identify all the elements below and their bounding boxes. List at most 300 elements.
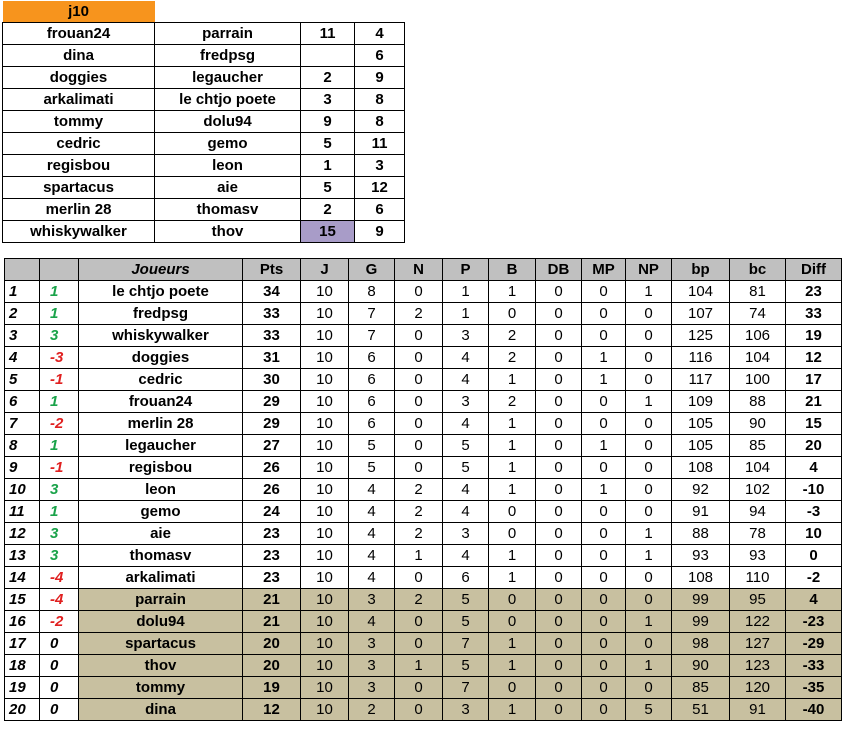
cell-rank: 7 (5, 413, 40, 435)
cell-draw: 0 (395, 611, 443, 633)
cell-goal-diff: 10 (786, 523, 842, 545)
cell-draw: 0 (395, 325, 443, 347)
home-player: merlin 28 (3, 199, 155, 221)
cell-draw: 0 (395, 391, 443, 413)
standings-row (5, 677, 842, 699)
header-bonus: B (489, 259, 536, 281)
cell-pts: 29 (243, 391, 301, 413)
home-player: frouan24 (3, 23, 155, 45)
cell-goals-against: 78 (730, 523, 786, 545)
cell-lost: 4 (443, 545, 489, 567)
header-np: NP (626, 259, 672, 281)
home-player: whiskywalker (3, 221, 155, 243)
cell-bonus: 1 (489, 567, 536, 589)
standings-row (5, 391, 842, 413)
cell-player: thomasv (79, 545, 243, 567)
cell-mp: 0 (582, 523, 626, 545)
cell-goals-for: 99 (672, 589, 730, 611)
home-score: 5 (301, 177, 355, 199)
cell-bonus: 2 (489, 391, 536, 413)
cell-double-bonus: 0 (536, 633, 582, 655)
cell-mp: 0 (582, 545, 626, 567)
cell-lost: 1 (443, 303, 489, 325)
cell-draw: 2 (395, 479, 443, 501)
cell-goals-for: 105 (672, 413, 730, 435)
cell-draw: 2 (395, 303, 443, 325)
cell-player: whiskywalker (79, 325, 243, 347)
cell-goal-diff: 20 (786, 435, 842, 457)
cell-rank: 6 (5, 391, 40, 413)
standings-row (5, 655, 842, 677)
cell-rank: 12 (5, 523, 40, 545)
cell-draw: 2 (395, 501, 443, 523)
cell-mp: 0 (582, 303, 626, 325)
cell-np: 1 (626, 281, 672, 303)
matchday-title: j10 (3, 1, 155, 23)
cell-mp: 0 (582, 501, 626, 523)
cell-goals-for: 104 (672, 281, 730, 303)
cell-rank: 9 (5, 457, 40, 479)
away-score: 9 (355, 67, 405, 89)
cell-won: 2 (349, 699, 395, 721)
cell-movement: -2 (40, 611, 79, 633)
away-player: gemo (155, 133, 301, 155)
cell-goals-against: 94 (730, 501, 786, 523)
cell-goals-for: 93 (672, 545, 730, 567)
cell-goals-for: 108 (672, 567, 730, 589)
cell-goals-for: 51 (672, 699, 730, 721)
away-score: 6 (355, 199, 405, 221)
cell-played: 10 (301, 413, 349, 435)
cell-goals-for: 117 (672, 369, 730, 391)
cell-won: 6 (349, 413, 395, 435)
cell-movement: -4 (40, 589, 79, 611)
cell-goal-diff: 17 (786, 369, 842, 391)
header-pts: Pts (243, 259, 301, 281)
cell-rank: 19 (5, 677, 40, 699)
home-player: spartacus (3, 177, 155, 199)
cell-goal-diff: 0 (786, 545, 842, 567)
cell-rank: 20 (5, 699, 40, 721)
away-score: 11 (355, 133, 405, 155)
cell-mp: 0 (582, 391, 626, 413)
cell-goal-diff: -40 (786, 699, 842, 721)
cell-player: doggies (79, 347, 243, 369)
cell-pts: 23 (243, 523, 301, 545)
cell-player: frouan24 (79, 391, 243, 413)
cell-played: 10 (301, 391, 349, 413)
away-player: leon (155, 155, 301, 177)
cell-goals-against: 81 (730, 281, 786, 303)
cell-double-bonus: 0 (536, 545, 582, 567)
cell-double-bonus: 0 (536, 655, 582, 677)
cell-goal-diff: 4 (786, 457, 842, 479)
matches-body (3, 1, 405, 243)
away-player: aie (155, 177, 301, 199)
cell-goals-for: 105 (672, 435, 730, 457)
cell-movement: -1 (40, 369, 79, 391)
standings-row (5, 545, 842, 567)
cell-goals-against: 91 (730, 699, 786, 721)
cell-player: aie (79, 523, 243, 545)
cell-rank: 13 (5, 545, 40, 567)
cell-draw: 0 (395, 699, 443, 721)
cell-goals-against: 93 (730, 545, 786, 567)
cell-lost: 5 (443, 655, 489, 677)
cell-lost: 3 (443, 699, 489, 721)
cell-goals-against: 100 (730, 369, 786, 391)
cell-double-bonus: 0 (536, 347, 582, 369)
cell-movement: 3 (40, 479, 79, 501)
cell-pts: 34 (243, 281, 301, 303)
cell-movement: -1 (40, 457, 79, 479)
cell-np: 0 (626, 501, 672, 523)
cell-goals-for: 92 (672, 479, 730, 501)
cell-double-bonus: 0 (536, 435, 582, 457)
cell-player: leon (79, 479, 243, 501)
home-player: arkalimati (3, 89, 155, 111)
home-score: 15 (301, 221, 355, 243)
cell-movement: 1 (40, 501, 79, 523)
home-player: doggies (3, 67, 155, 89)
home-player: tommy (3, 111, 155, 133)
cell-rank: 1 (5, 281, 40, 303)
cell-goal-diff: -3 (786, 501, 842, 523)
cell-goals-against: 88 (730, 391, 786, 413)
away-score: 12 (355, 177, 405, 199)
cell-goal-diff: 4 (786, 589, 842, 611)
away-score: 8 (355, 111, 405, 133)
header-rank (5, 259, 40, 281)
standings-row (5, 611, 842, 633)
cell-double-bonus: 0 (536, 479, 582, 501)
cell-player: tommy (79, 677, 243, 699)
cell-pts: 33 (243, 325, 301, 347)
cell-lost: 4 (443, 413, 489, 435)
cell-np: 0 (626, 347, 672, 369)
cell-goals-for: 85 (672, 677, 730, 699)
cell-goals-against: 90 (730, 413, 786, 435)
standings-row (5, 699, 842, 721)
cell-won: 4 (349, 567, 395, 589)
away-player: legaucher (155, 67, 301, 89)
cell-double-bonus: 0 (536, 501, 582, 523)
cell-played: 10 (301, 545, 349, 567)
cell-bonus: 1 (489, 457, 536, 479)
cell-draw: 0 (395, 369, 443, 391)
match-row (3, 155, 405, 177)
cell-mp: 0 (582, 633, 626, 655)
cell-lost: 7 (443, 677, 489, 699)
cell-player: le chtjo poete (79, 281, 243, 303)
cell-won: 5 (349, 457, 395, 479)
cell-double-bonus: 0 (536, 589, 582, 611)
cell-rank: 15 (5, 589, 40, 611)
cell-lost: 5 (443, 435, 489, 457)
cell-rank: 3 (5, 325, 40, 347)
cell-played: 10 (301, 479, 349, 501)
home-score: 2 (301, 67, 355, 89)
standings-row (5, 435, 842, 457)
cell-goals-for: 91 (672, 501, 730, 523)
header-goals-against: bc (730, 259, 786, 281)
match-row (3, 133, 405, 155)
cell-won: 5 (349, 435, 395, 457)
cell-bonus: 1 (489, 655, 536, 677)
cell-pts: 23 (243, 567, 301, 589)
home-score: 5 (301, 133, 355, 155)
cell-bonus: 0 (489, 677, 536, 699)
home-score: 3 (301, 89, 355, 111)
cell-bonus: 1 (489, 479, 536, 501)
match-row (3, 67, 405, 89)
cell-goal-diff: -2 (786, 567, 842, 589)
cell-played: 10 (301, 611, 349, 633)
cell-goals-against: 127 (730, 633, 786, 655)
away-player: le chtjo poete (155, 89, 301, 111)
home-score: 11 (301, 23, 355, 45)
cell-won: 3 (349, 589, 395, 611)
cell-goal-diff: -29 (786, 633, 842, 655)
cell-draw: 0 (395, 457, 443, 479)
cell-mp: 0 (582, 281, 626, 303)
cell-draw: 0 (395, 567, 443, 589)
cell-goals-for: 125 (672, 325, 730, 347)
cell-draw: 0 (395, 677, 443, 699)
cell-played: 10 (301, 523, 349, 545)
match-row (3, 89, 405, 111)
cell-goals-against: 74 (730, 303, 786, 325)
cell-won: 6 (349, 369, 395, 391)
cell-rank: 4 (5, 347, 40, 369)
cell-draw: 2 (395, 589, 443, 611)
cell-goals-against: 120 (730, 677, 786, 699)
cell-pts: 23 (243, 545, 301, 567)
match-row (3, 111, 405, 133)
standings-row (5, 501, 842, 523)
cell-played: 10 (301, 633, 349, 655)
cell-goals-for: 88 (672, 523, 730, 545)
cell-played: 10 (301, 325, 349, 347)
match-row (3, 199, 405, 221)
cell-goal-diff: -35 (786, 677, 842, 699)
cell-mp: 0 (582, 655, 626, 677)
cell-goals-for: 116 (672, 347, 730, 369)
cell-movement: 1 (40, 281, 79, 303)
header-played: J (301, 259, 349, 281)
away-score: 9 (355, 221, 405, 243)
cell-goal-diff: -33 (786, 655, 842, 677)
standings-row (5, 303, 842, 325)
header-player: Joueurs (79, 259, 243, 281)
cell-played: 10 (301, 303, 349, 325)
cell-played: 10 (301, 677, 349, 699)
cell-played: 10 (301, 567, 349, 589)
standings-row (5, 325, 842, 347)
cell-lost: 3 (443, 391, 489, 413)
home-score (301, 45, 355, 67)
cell-goals-against: 123 (730, 655, 786, 677)
cell-played: 10 (301, 435, 349, 457)
cell-bonus: 0 (489, 611, 536, 633)
cell-mp: 0 (582, 677, 626, 699)
cell-goals-against: 102 (730, 479, 786, 501)
cell-draw: 0 (395, 633, 443, 655)
header-movement (40, 259, 79, 281)
cell-won: 4 (349, 545, 395, 567)
cell-movement: 3 (40, 523, 79, 545)
cell-movement: 3 (40, 545, 79, 567)
standings-row (5, 457, 842, 479)
home-player: dina (3, 45, 155, 67)
away-score: 3 (355, 155, 405, 177)
cell-rank: 5 (5, 369, 40, 391)
cell-won: 8 (349, 281, 395, 303)
cell-movement: 1 (40, 435, 79, 457)
cell-rank: 16 (5, 611, 40, 633)
cell-rank: 11 (5, 501, 40, 523)
home-score: 1 (301, 155, 355, 177)
away-player: parrain (155, 23, 301, 45)
cell-mp: 0 (582, 325, 626, 347)
cell-movement: 3 (40, 325, 79, 347)
cell-won: 3 (349, 677, 395, 699)
cell-double-bonus: 0 (536, 281, 582, 303)
cell-player: cedric (79, 369, 243, 391)
cell-bonus: 2 (489, 325, 536, 347)
cell-np: 5 (626, 699, 672, 721)
header-draw: N (395, 259, 443, 281)
cell-won: 4 (349, 479, 395, 501)
standings-row (5, 281, 842, 303)
cell-np: 0 (626, 325, 672, 347)
cell-lost: 4 (443, 347, 489, 369)
cell-goals-against: 106 (730, 325, 786, 347)
cell-bonus: 2 (489, 347, 536, 369)
cell-goals-for: 108 (672, 457, 730, 479)
cell-player: fredpsg (79, 303, 243, 325)
cell-bonus: 1 (489, 435, 536, 457)
cell-mp: 0 (582, 611, 626, 633)
cell-lost: 1 (443, 281, 489, 303)
cell-won: 4 (349, 501, 395, 523)
cell-draw: 0 (395, 435, 443, 457)
cell-rank: 10 (5, 479, 40, 501)
standings-row (5, 567, 842, 589)
cell-rank: 2 (5, 303, 40, 325)
away-player: fredpsg (155, 45, 301, 67)
cell-pts: 21 (243, 589, 301, 611)
cell-lost: 3 (443, 325, 489, 347)
header-won: G (349, 259, 395, 281)
cell-double-bonus: 0 (536, 391, 582, 413)
cell-movement: -3 (40, 347, 79, 369)
cell-lost: 3 (443, 523, 489, 545)
away-score: 4 (355, 23, 405, 45)
cell-bonus: 0 (489, 303, 536, 325)
cell-bonus: 1 (489, 545, 536, 567)
match-row (3, 23, 405, 45)
match-row (3, 45, 405, 67)
cell-bonus: 1 (489, 413, 536, 435)
cell-goals-against: 104 (730, 347, 786, 369)
cell-played: 10 (301, 347, 349, 369)
away-player: thov (155, 221, 301, 243)
away-score: 8 (355, 89, 405, 111)
cell-draw: 1 (395, 545, 443, 567)
cell-goal-diff: 15 (786, 413, 842, 435)
cell-won: 7 (349, 303, 395, 325)
standings-row (5, 347, 842, 369)
cell-goal-diff: -10 (786, 479, 842, 501)
cell-lost: 5 (443, 457, 489, 479)
header-goal-diff: Diff (786, 259, 842, 281)
cell-double-bonus: 0 (536, 611, 582, 633)
header-mp: MP (582, 259, 626, 281)
cell-goals-against: 104 (730, 457, 786, 479)
home-player: cedric (3, 133, 155, 155)
cell-mp: 0 (582, 589, 626, 611)
standings-row (5, 369, 842, 391)
cell-bonus: 1 (489, 369, 536, 391)
cell-np: 1 (626, 655, 672, 677)
cell-mp: 1 (582, 369, 626, 391)
standings-row (5, 413, 842, 435)
cell-player: regisbou (79, 457, 243, 479)
cell-np: 0 (626, 677, 672, 699)
cell-np: 1 (626, 611, 672, 633)
standings-header-row (5, 259, 842, 281)
cell-np: 0 (626, 457, 672, 479)
cell-mp: 0 (582, 699, 626, 721)
cell-played: 10 (301, 501, 349, 523)
cell-player: legaucher (79, 435, 243, 457)
cell-goal-diff: 19 (786, 325, 842, 347)
cell-pts: 12 (243, 699, 301, 721)
cell-goals-for: 98 (672, 633, 730, 655)
cell-player: merlin 28 (79, 413, 243, 435)
header-lost: P (443, 259, 489, 281)
standings-row (5, 523, 842, 545)
cell-player: dolu94 (79, 611, 243, 633)
cell-movement: 1 (40, 391, 79, 413)
home-score: 2 (301, 199, 355, 221)
cell-pts: 30 (243, 369, 301, 391)
match-row (3, 177, 405, 199)
cell-mp: 1 (582, 347, 626, 369)
cell-pts: 20 (243, 633, 301, 655)
cell-won: 3 (349, 655, 395, 677)
cell-goals-against: 110 (730, 567, 786, 589)
cell-double-bonus: 0 (536, 567, 582, 589)
cell-lost: 6 (443, 567, 489, 589)
cell-mp: 1 (582, 479, 626, 501)
cell-played: 10 (301, 369, 349, 391)
cell-bonus: 0 (489, 501, 536, 523)
away-player: thomasv (155, 199, 301, 221)
cell-np: 0 (626, 435, 672, 457)
cell-goals-for: 109 (672, 391, 730, 413)
match-row (3, 221, 405, 243)
cell-won: 6 (349, 347, 395, 369)
cell-lost: 4 (443, 479, 489, 501)
cell-movement: 0 (40, 699, 79, 721)
cell-np: 0 (626, 303, 672, 325)
cell-player: spartacus (79, 633, 243, 655)
standings-row (5, 633, 842, 655)
cell-goals-against: 85 (730, 435, 786, 457)
cell-pts: 26 (243, 457, 301, 479)
